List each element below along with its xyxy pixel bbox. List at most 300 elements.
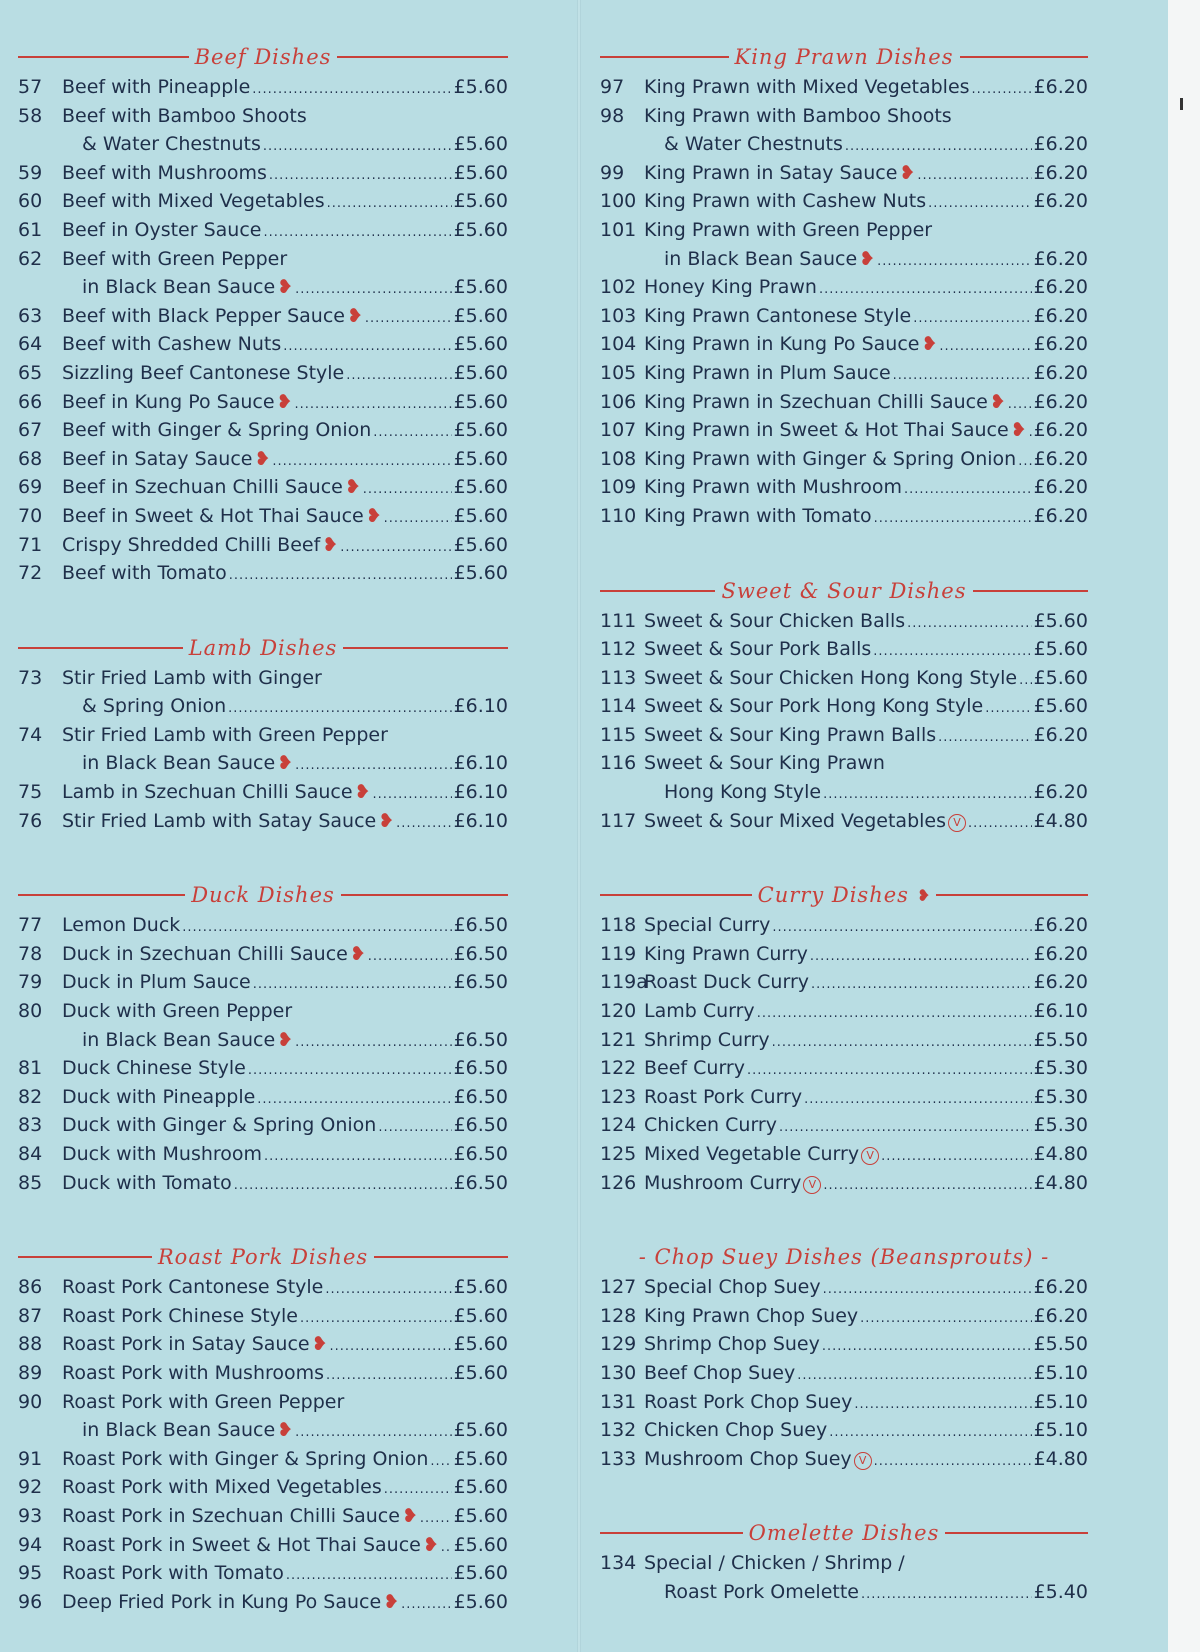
item-name: Beef Chop Suey xyxy=(644,1361,796,1384)
item-name: King Prawn with Cashew Nuts xyxy=(644,190,927,213)
dot-leader xyxy=(874,1454,1032,1469)
vegetarian-icon: V xyxy=(861,1147,879,1165)
menu-item xyxy=(18,448,508,477)
menu-item xyxy=(600,476,1088,505)
dot-leader xyxy=(401,1597,451,1612)
menu-item xyxy=(600,971,1088,1000)
item-price: £5.60 xyxy=(453,276,508,299)
item-name: Duck in Plum Sauce xyxy=(62,971,251,994)
dot-leader xyxy=(772,920,1031,935)
item-number: 82 xyxy=(18,1085,43,1108)
menu-item xyxy=(600,419,1088,448)
dot-leader xyxy=(327,196,452,211)
dot-leader xyxy=(182,920,451,935)
menu-item xyxy=(600,248,1088,277)
item-price: £6.50 xyxy=(453,942,508,965)
dot-leader xyxy=(363,482,452,497)
dot-leader xyxy=(928,196,1031,211)
item-price: £5.60 xyxy=(453,190,508,213)
dot-leader xyxy=(384,511,452,526)
section-heading xyxy=(600,878,1088,912)
item-price: £6.10 xyxy=(453,752,508,775)
item-name: Sweet & Sour Pork Hong Kong Style xyxy=(644,695,984,718)
menu-column-left xyxy=(18,40,508,1619)
chili-icon: ❥ xyxy=(277,276,294,299)
item-number: 123 xyxy=(600,1085,637,1108)
item-number: 79 xyxy=(18,971,43,994)
item-price: £6.50 xyxy=(453,1057,508,1080)
item-number: 104 xyxy=(600,333,637,356)
dot-leader xyxy=(968,816,1032,831)
menu-item xyxy=(18,1172,508,1201)
item-name: Duck in Szechuan Chilli Sauce ❥ xyxy=(62,942,366,965)
dot-leader xyxy=(264,1149,452,1164)
item-price: £5.60 xyxy=(453,76,508,98)
item-price: £5.60 xyxy=(453,1361,508,1384)
item-price: £6.20 xyxy=(1033,1304,1088,1327)
dot-leader xyxy=(757,1006,1032,1021)
item-price: £6.20 xyxy=(1033,723,1088,746)
dot-leader xyxy=(861,1587,1032,1602)
dot-leader xyxy=(229,568,452,583)
dot-leader xyxy=(829,1425,1031,1440)
item-name: Beef with Cashew Nuts xyxy=(62,333,282,356)
item-name: Sweet & Sour King Prawn Balls xyxy=(644,723,937,746)
item-price: £6.20 xyxy=(1033,504,1088,527)
item-price: £5.60 xyxy=(453,447,508,470)
item-name: King Prawn in Satay Sauce ❥ xyxy=(644,161,916,184)
item-number: 109 xyxy=(600,476,637,499)
item-price: £6.20 xyxy=(1033,419,1088,442)
menu-item xyxy=(600,1333,1088,1362)
item-number: 88 xyxy=(18,1333,43,1356)
item-name: Beef with Pineapple xyxy=(62,76,251,98)
chili-icon: ❥ xyxy=(916,885,931,905)
item-number: 130 xyxy=(600,1361,637,1384)
section-title: Omelette Dishes xyxy=(748,1521,940,1546)
menu-item xyxy=(18,1391,508,1420)
dot-leader xyxy=(804,1092,1031,1107)
item-name: Beef with Mushrooms xyxy=(62,161,267,184)
item-name: Roast Pork Omelette xyxy=(664,1580,859,1603)
item-name: Beef with Bamboo Shoots xyxy=(62,104,307,127)
paper-edge xyxy=(1168,0,1200,1652)
chili-icon: ❥ xyxy=(422,1533,439,1556)
section-heading xyxy=(600,1516,1088,1550)
item-number: 64 xyxy=(18,333,43,356)
dot-leader xyxy=(822,1339,1032,1354)
section-title: - Chop Suey Dishes (Beansprouts) - xyxy=(638,1245,1050,1270)
item-price: £5.60 xyxy=(453,1562,508,1585)
menu-item xyxy=(18,162,508,191)
menu-item xyxy=(600,448,1088,477)
item-name: Special / Chicken / Shrimp / xyxy=(644,1552,905,1575)
dot-leader xyxy=(938,730,1031,745)
item-price: £4.80 xyxy=(1033,1143,1088,1165)
item-number: 76 xyxy=(18,809,43,832)
dot-leader xyxy=(854,1397,1031,1412)
section-title: Duck Dishes xyxy=(191,883,335,908)
menu-item xyxy=(18,1476,508,1505)
dot-leader xyxy=(874,511,1032,526)
dot-leader xyxy=(295,1035,452,1050)
dot-leader xyxy=(269,168,452,183)
dot-leader xyxy=(985,701,1031,716)
item-name: Hong Kong Style xyxy=(664,781,822,804)
item-price: £5.60 xyxy=(453,1276,508,1299)
chili-icon: ❥ xyxy=(349,942,366,965)
dot-leader xyxy=(810,949,1032,964)
item-number: 77 xyxy=(18,914,43,937)
menu-item xyxy=(18,248,508,277)
item-number: 69 xyxy=(18,476,43,499)
item-name: Roast Pork with Tomato xyxy=(62,1562,284,1585)
dot-leader xyxy=(1008,397,1032,412)
menu-item xyxy=(600,276,1088,305)
menu-item xyxy=(600,1276,1088,1305)
menu-item xyxy=(600,724,1088,753)
menu-item xyxy=(18,1086,508,1115)
chili-icon: ❥ xyxy=(378,809,395,832)
item-number: 134 xyxy=(600,1552,637,1575)
item-name: Shrimp Curry xyxy=(644,1028,770,1051)
item-number: 72 xyxy=(18,562,43,585)
dot-leader xyxy=(877,254,1032,269)
item-name: Sweet & Sour Mixed Vegetables V xyxy=(644,810,966,832)
item-price: £5.60 xyxy=(453,333,508,356)
section-title: Roast Pork Dishes xyxy=(157,1245,369,1270)
item-number: 106 xyxy=(600,390,637,413)
item-number: 115 xyxy=(600,723,637,746)
item-number: 111 xyxy=(600,609,637,632)
item-number: 133 xyxy=(600,1447,637,1470)
item-name: Stir Fried Lamb with Green Pepper xyxy=(62,723,388,746)
chili-icon: ❥ xyxy=(344,476,361,499)
item-number: 127 xyxy=(600,1276,637,1299)
menu-item xyxy=(18,305,508,334)
item-number: 67 xyxy=(18,419,43,442)
item-number: 125 xyxy=(600,1143,637,1165)
item-number: 102 xyxy=(600,276,637,299)
menu-item xyxy=(18,1419,508,1448)
menu-item xyxy=(600,1362,1088,1391)
item-number: 108 xyxy=(600,447,637,470)
item-name: Crispy Shredded Chilli Beef ❥ xyxy=(62,533,339,556)
item-name: Mushroom Curry V xyxy=(644,1172,821,1194)
item-name: Roast Pork with Green Pepper xyxy=(62,1390,345,1413)
item-name: King Prawn with Green Pepper xyxy=(644,218,933,241)
dot-leader xyxy=(881,1149,1032,1164)
item-name: King Prawn Curry xyxy=(644,942,808,965)
item-name: King Prawn in Szechuan Chilli Sauce ❥ xyxy=(644,390,1006,413)
item-price: £5.50 xyxy=(1033,1333,1088,1356)
item-number: 128 xyxy=(600,1304,637,1327)
chili-icon: ❥ xyxy=(311,1333,328,1356)
menu-item xyxy=(18,1333,508,1362)
dot-leader xyxy=(420,1511,452,1526)
dot-leader xyxy=(340,540,451,555)
chili-icon: ❥ xyxy=(383,1590,400,1613)
menu-item xyxy=(18,810,508,839)
item-price: £6.20 xyxy=(1033,190,1088,213)
item-name: Sweet & Sour King Prawn xyxy=(644,752,885,775)
section-title: Sweet & Sour Dishes xyxy=(721,578,967,603)
section-heading xyxy=(600,574,1088,608)
item-price: £5.60 xyxy=(453,419,508,442)
item-number: 116 xyxy=(600,752,637,775)
menu-item xyxy=(18,1114,508,1143)
menu-item xyxy=(18,1505,508,1534)
item-number: 93 xyxy=(18,1504,43,1527)
dot-leader xyxy=(253,977,452,992)
section-sweet-sour-dishes xyxy=(600,574,1088,839)
item-number: 75 xyxy=(18,781,43,804)
item-name: Sweet & Sour Chicken Balls xyxy=(644,609,906,632)
dot-leader xyxy=(779,1120,1032,1135)
chili-icon: ❥ xyxy=(322,533,339,556)
item-number: 94 xyxy=(18,1533,43,1556)
item-name: Duck with Green Pepper xyxy=(62,1000,293,1023)
chili-icon: ❥ xyxy=(276,390,293,413)
item-price: £6.20 xyxy=(1033,247,1088,270)
section-king-prawn-dishes xyxy=(600,40,1088,534)
item-number: 101 xyxy=(600,218,637,241)
dot-leader xyxy=(811,977,1032,992)
item-price: £6.20 xyxy=(1033,133,1088,156)
dot-leader xyxy=(939,339,1031,354)
menu-item xyxy=(18,1276,508,1305)
item-name: Chicken Chop Suey xyxy=(644,1419,828,1442)
item-name: Chicken Curry xyxy=(644,1114,777,1137)
dot-leader xyxy=(295,1425,452,1440)
item-price: £6.20 xyxy=(1033,942,1088,965)
item-price: £5.60 xyxy=(453,390,508,413)
menu-item xyxy=(600,1552,1088,1581)
item-number: 62 xyxy=(18,247,43,270)
item-number: 70 xyxy=(18,504,43,527)
section-title: Beef Dishes xyxy=(194,45,332,69)
menu-item xyxy=(18,534,508,563)
dot-leader xyxy=(396,816,451,831)
item-price: £6.20 xyxy=(1033,276,1088,299)
item-price: £5.60 xyxy=(453,1419,508,1442)
section-title: Lamb Dishes xyxy=(188,635,338,660)
chili-icon: ❥ xyxy=(365,504,382,527)
item-number: 107 xyxy=(600,419,637,442)
item-number: 74 xyxy=(18,723,43,746)
menu-item xyxy=(600,1581,1088,1610)
item-price: £5.60 xyxy=(453,533,508,556)
dot-leader xyxy=(272,454,451,469)
item-number: 85 xyxy=(18,1171,43,1194)
section-heading xyxy=(600,1240,1088,1274)
dot-leader xyxy=(913,311,1031,326)
item-name: Lemon Duck xyxy=(62,914,181,937)
chili-icon: ❥ xyxy=(277,752,294,775)
item-price: £5.60 xyxy=(453,1590,508,1613)
dot-leader xyxy=(286,1568,452,1583)
item-name: King Prawn in Kung Po Sauce ❥ xyxy=(644,333,938,356)
item-name: Beef with Mixed Vegetables xyxy=(62,190,325,213)
item-number: 110 xyxy=(600,504,637,527)
item-price: £6.20 xyxy=(1033,447,1088,470)
menu-item xyxy=(18,1562,508,1591)
item-price: £5.60 xyxy=(453,361,508,384)
dot-leader xyxy=(283,339,451,354)
item-price: £4.80 xyxy=(1033,809,1088,832)
dot-leader xyxy=(873,644,1031,659)
item-price: £5.60 xyxy=(453,1533,508,1556)
menu-item xyxy=(18,219,508,248)
item-price: £5.60 xyxy=(453,1476,508,1499)
vegetarian-icon: V xyxy=(948,814,966,832)
menu-item xyxy=(600,133,1088,162)
section-heading xyxy=(18,1240,508,1274)
item-number: 118 xyxy=(600,914,637,937)
item-price: £5.60 xyxy=(1033,638,1088,661)
item-name: Beef in Oyster Sauce xyxy=(62,218,262,241)
item-name: Roast Pork with Mixed Vegetables xyxy=(62,1476,382,1499)
item-number: 113 xyxy=(600,666,637,689)
dot-leader xyxy=(845,139,1032,154)
item-number: 73 xyxy=(18,666,43,689)
menu-item xyxy=(600,1029,1088,1058)
menu-item xyxy=(600,638,1088,667)
chili-icon: ❥ xyxy=(899,161,916,184)
page-fold xyxy=(577,0,581,1652)
item-number: 59 xyxy=(18,161,43,184)
item-price: £4.80 xyxy=(1033,1171,1088,1194)
menu-item xyxy=(18,76,508,105)
item-name: Special Chop Suey xyxy=(644,1276,821,1299)
item-name: Roast Pork with Ginger & Spring Onion xyxy=(62,1447,429,1470)
section-beef-dishes xyxy=(18,40,508,591)
item-price: £5.50 xyxy=(1033,1028,1088,1051)
item-number: 105 xyxy=(600,361,637,384)
menu-item xyxy=(18,276,508,305)
item-number: 119 xyxy=(600,942,637,965)
item-name: in Black Bean Sauce ❥ xyxy=(82,752,294,775)
dot-leader xyxy=(373,425,451,440)
dot-leader xyxy=(263,225,451,240)
menu-item xyxy=(600,333,1088,362)
menu-item xyxy=(18,190,508,219)
item-number: 95 xyxy=(18,1562,43,1585)
dot-leader xyxy=(772,1035,1032,1050)
chili-icon: ❥ xyxy=(254,447,271,470)
item-price: £6.50 xyxy=(453,1171,508,1194)
item-number: 84 xyxy=(18,1143,43,1165)
item-number: 98 xyxy=(600,104,625,127)
item-name: Sweet & Sour Chicken Hong Kong Style xyxy=(644,666,1018,689)
section-title: Curry Dishes xyxy=(757,883,909,908)
item-name: Shrimp Chop Suey xyxy=(644,1333,820,1356)
dot-leader xyxy=(248,1063,452,1078)
item-name: in Black Bean Sauce ❥ xyxy=(82,1419,294,1442)
item-price: £5.60 xyxy=(453,1504,508,1527)
chili-icon: ❥ xyxy=(277,1028,294,1051)
menu-item xyxy=(18,1057,508,1086)
dot-leader xyxy=(1019,673,1032,688)
section-title: King Prawn Dishes xyxy=(734,45,954,69)
item-number: 99 xyxy=(600,161,625,184)
dot-leader xyxy=(747,1063,1032,1078)
menu-item xyxy=(18,133,508,162)
dot-leader xyxy=(330,1339,452,1354)
menu-item xyxy=(600,1448,1088,1477)
dot-leader xyxy=(346,368,451,383)
dot-leader xyxy=(365,311,452,326)
item-name: Roast Pork Cantonese Style xyxy=(62,1276,324,1299)
menu-item xyxy=(600,1086,1088,1115)
item-name: & Water Chestnuts xyxy=(82,133,261,156)
item-name: & Spring Onion xyxy=(82,695,227,718)
item-price: £5.60 xyxy=(453,504,508,527)
item-name: Sizzling Beef Cantonese Style xyxy=(62,361,345,384)
item-name: Honey King Prawn xyxy=(644,276,817,299)
item-name: Lamb in Szechuan Chilli Sauce ❥ xyxy=(62,781,371,804)
item-price: £6.20 xyxy=(1033,914,1088,937)
menu-item xyxy=(600,391,1088,420)
chili-icon: ❥ xyxy=(401,1504,418,1527)
dot-leader xyxy=(263,139,452,154)
item-number: 58 xyxy=(18,104,43,127)
item-name: Roast Duck Curry xyxy=(644,971,810,994)
menu-item xyxy=(18,105,508,134)
item-number: 90 xyxy=(18,1390,43,1413)
item-name: Beef with Black Pepper Sauce ❥ xyxy=(62,304,363,327)
item-price: £5.60 xyxy=(1033,666,1088,689)
item-number: 112 xyxy=(600,638,637,661)
item-number: 92 xyxy=(18,1476,43,1499)
vegetarian-icon: V xyxy=(803,1176,821,1194)
item-name: in Black Bean Sauce ❥ xyxy=(82,276,294,299)
item-price: £5.10 xyxy=(1033,1361,1088,1384)
menu-item xyxy=(600,1172,1088,1201)
item-name: Beef with Green Pepper xyxy=(62,247,288,270)
dot-leader xyxy=(823,1282,1032,1297)
item-price: £5.60 xyxy=(453,1447,508,1470)
item-price: £6.20 xyxy=(1033,361,1088,384)
item-price: £5.30 xyxy=(1033,1114,1088,1137)
dot-leader xyxy=(823,1178,1031,1193)
item-name: Mixed Vegetable Curry V xyxy=(644,1143,879,1165)
item-name: Duck with Pineapple xyxy=(62,1085,256,1108)
item-name: King Prawn Chop Suey xyxy=(644,1304,859,1327)
item-number: 61 xyxy=(18,218,43,241)
menu-item xyxy=(600,943,1088,972)
item-name: Beef with Ginger & Spring Onion xyxy=(62,419,372,442)
item-name: King Prawn with Ginger & Spring Onion xyxy=(644,447,1017,470)
dot-leader xyxy=(295,758,452,773)
section-heading xyxy=(18,878,508,912)
dot-leader xyxy=(823,787,1032,802)
item-number: 60 xyxy=(18,190,43,213)
dot-leader xyxy=(907,616,1031,631)
menu-item xyxy=(600,305,1088,334)
item-number: 129 xyxy=(600,1333,637,1356)
item-price: £6.10 xyxy=(453,809,508,832)
item-number: 87 xyxy=(18,1304,43,1327)
chili-icon: ❥ xyxy=(989,390,1006,413)
menu-item xyxy=(18,971,508,1000)
item-price: £4.80 xyxy=(1033,1447,1088,1470)
menu-item xyxy=(600,752,1088,781)
item-number: 63 xyxy=(18,304,43,327)
chili-icon: ❥ xyxy=(346,304,363,327)
item-name: Beef in Kung Po Sauce ❥ xyxy=(62,390,293,413)
item-price: £6.50 xyxy=(453,1143,508,1165)
